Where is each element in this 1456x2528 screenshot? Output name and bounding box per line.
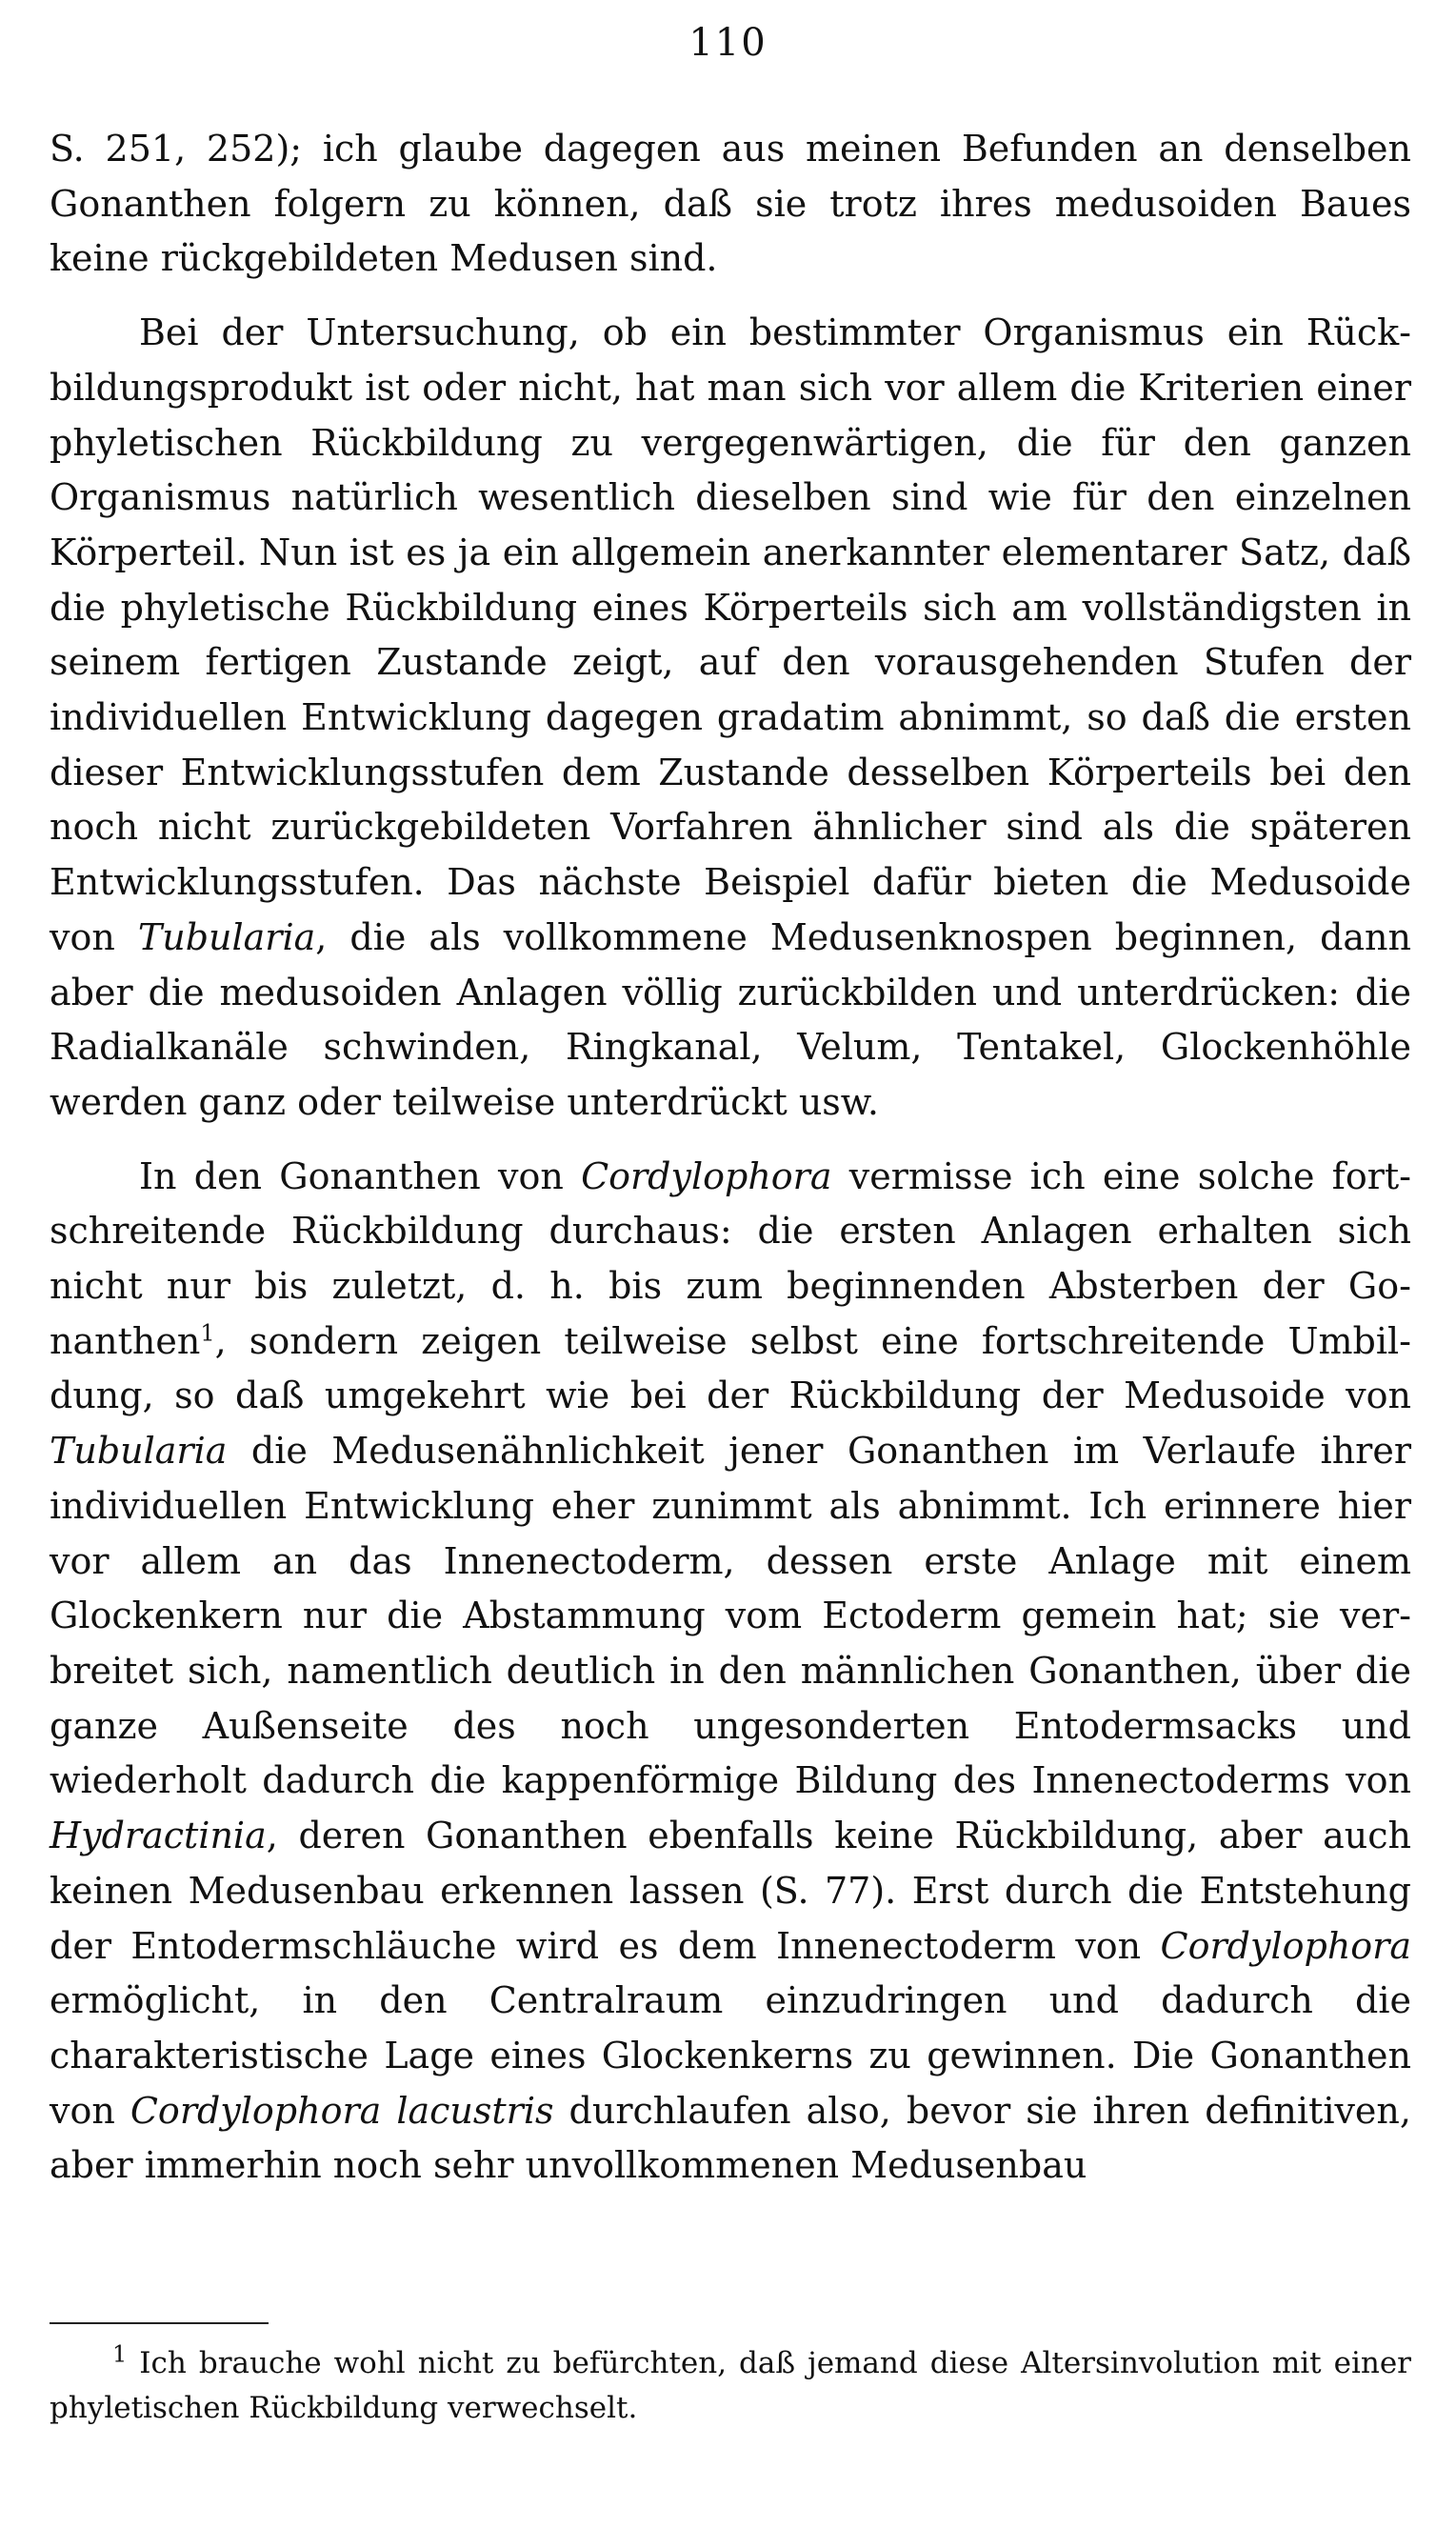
text-run: , die als vollkommene Medusenknospen beginnen, dann aber die medusoiden Anlagen völlig zurückbilden und unterdrücken: die Radialkanäle schwinden, Ringkanal, Velum, Tentakel, Glockenhöhle werden ganz oder teilweise unterdrückt usw. bbox=[50, 915, 1412, 1123]
italic-term: Cordylophora lacustris bbox=[130, 2089, 554, 2132]
paragraph-2 bbox=[50, 306, 1411, 1131]
footnote-text: Ich brauche wohl nicht zu befürchten, daß jemand diese Altersinvolution mit einer phyletischen Rückbildung verwechselt. bbox=[50, 2346, 1411, 2425]
body-text bbox=[50, 122, 1411, 2194]
italic-term: Tubularia bbox=[50, 1430, 228, 1473]
text-run: durchlaufen also, bevor sie ihren definitiven, aber immerhin noch sehr unvollkommenen Medusenbau bbox=[50, 2089, 1411, 2187]
text-run: Bei der Untersuchung, ob ein bestimmter Organismus ein Rückbildungsprodukt ist oder nicht, hat man sich vor allem die Kriterien einer phyletischen Rückbildung zu vergegenwärtigen, die für den ganzen Organismus natürlich wesentlich dieselben sind wie für den einzelnen Körperteil. Nun ist es ja ein allgemein anerkannter elementarer Satz, daß die phyletische Rückbildung eines Körperteils sich am vollständigsten in seinem fertigen Zustande zeigt, auf den vorausgehenden Stufen der individuellen Entwicklung dagegen gradatim abnimmt, so daß die ersten dieser Entwicklungsstufen dem Zustande desselben Körperteils bei den noch nicht zurückgebildeten Vorfahren ähnlicher sind als die späteren Entwicklungsstufen. Das nächste Beispiel dafür bieten die Medusoide von bbox=[50, 311, 1411, 958]
paragraph-1 bbox=[50, 122, 1411, 287]
footnote bbox=[50, 2341, 1411, 2431]
italic-term: Hydractinia bbox=[50, 1815, 267, 1857]
footnote-divider bbox=[50, 2322, 269, 2324]
footnote-marker: 1 bbox=[112, 2340, 128, 2368]
footnote-reference: 1 bbox=[200, 1319, 215, 1347]
text-run: In den Gonanthen von bbox=[139, 1154, 582, 1197]
text-run: vermisse ich eine solche fortschreitende Rückbildung durchaus: die ersten Anlagen erhalten sich nicht nur bis zuletzt, d. h. bis zum beginnenden Absterben der Gonanthen bbox=[50, 1154, 1411, 1362]
italic-term: Cordylophora bbox=[581, 1154, 832, 1197]
italic-term: Tubularia bbox=[137, 915, 316, 958]
text-run: S. 251, 252); ich glaube dagegen aus meinen Befunden an denselben Gonanthen folgern zu können, daß sie trotz ihres medusoiden Baues keine rückgebildeten Medusen sind. bbox=[50, 128, 1411, 280]
paragraph-3 bbox=[50, 1150, 1411, 2194]
text-run: die Medusenähnlichkeit jener Gonanthen im Verlaufe ihrer individuellen Entwicklung eher zunimmt als abnimmt. Ich erinnere hier vor allem an das Innenectoderm, dessen erste Anlage mit einem Glockenkern nur die Abstammung vom Ectoderm gemein hat; sie verbreitet sich, namentlich deutlich in den männlichen Gonanthen, über die ganze Außenseite des noch ungesonderten Entodermsacks und wiederholt dadurch die kappenförmige Bildung des Innenectoderms von bbox=[50, 1430, 1411, 1802]
page-number: 110 bbox=[688, 21, 768, 65]
italic-term: Cordylophora bbox=[1160, 1924, 1411, 1967]
text-run: , deren Gonanthen ebenfalls keine Rückbildung, aber auch keinen Medusenbau erkennen lassen (S. 77). Erst durch die Entstehung der Entodermschläuche wird es dem Innenectoderm von bbox=[50, 1815, 1411, 1967]
text-run: ermöglicht, in den Centralraum einzudringen und dadurch die charakteristische Lage eines Glockenkerns zu gewinnen. Die Gonanthen von bbox=[50, 1979, 1411, 2132]
text-run: , sondern zeigen teilweise selbst eine fortschreitende Umbildung, so daß umgekehrt wie bei der Rückbildung der Medusoide von bbox=[50, 1319, 1411, 1417]
